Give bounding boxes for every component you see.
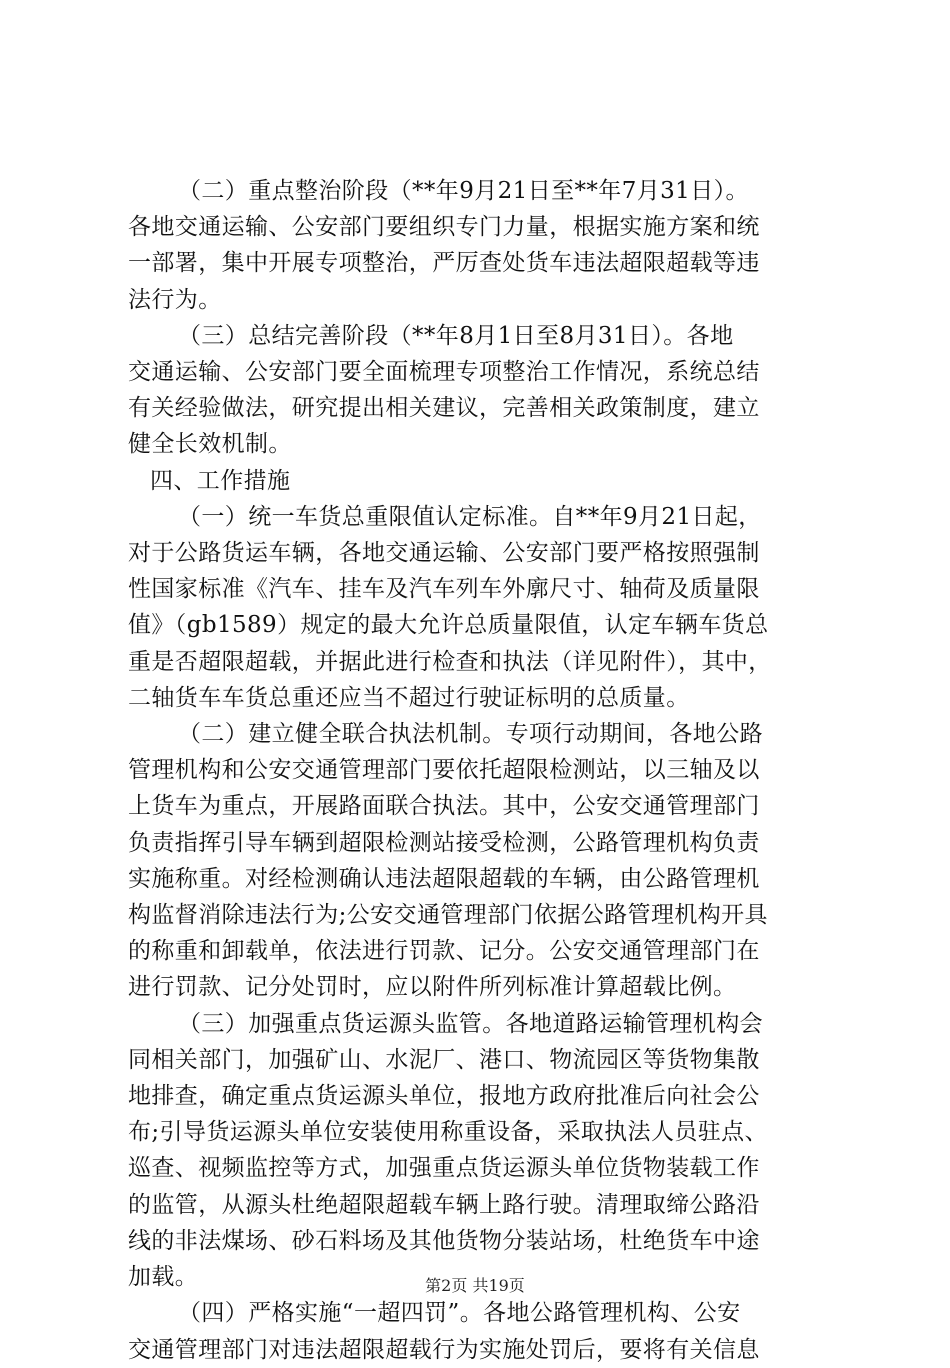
text-line: 加载。 [128,1264,199,1291]
text-line: （四）严格实施“一超四罚”。各地公路管理机构、公安 [178,1300,741,1327]
text-line: 巡查、视频监控等方式，加强重点货运源头单位货物装载工作 [128,1155,760,1182]
text-line: 进行罚款、记分处罚时，应以附件所列标准计算超载比例。 [128,974,737,1001]
text-line: 性国家标准《汽车、挂车及汽车列车外廓尺寸、轴荷及质量限 [128,576,760,603]
text-line: 布;引导货运源头单位安装使用称重设备，采取执法人员驻点、 [128,1119,768,1146]
text-line: 的称重和卸载单，依法进行罚款、记分。公安交通管理部门在 [128,938,760,965]
text-line: 二轴货车车货总重还应当不超过行驶证标明的总质量。 [128,684,690,711]
text-line: 有关经验做法，研究提出相关建议，完善相关政策制度，建立 [128,395,760,422]
text-line: 上货车为重点，开展路面联合执法。其中，公安交通管理部门 [128,793,760,820]
paragraph-measure-one [128,499,828,716]
section-heading-work-measures [128,463,828,499]
text-line: 交通运输、公安部门要全面梳理专项整治工作情况，系统总结 [128,359,760,386]
text-line: 实施称重。对经检测确认违法超限超载的车辆，由公路管理机 [128,865,760,892]
paragraph-stage-three [128,318,828,463]
document-body [128,173,828,1368]
text-line: （一）统一车货总重限值认定标准。自**年9月21日起， [178,503,762,530]
text-line: （三）总结完善阶段（**年8月1日至8月31日）。各地 [178,322,734,349]
text-line: 同相关部门，加强矿山、水泥厂、港口、物流园区等货物集散 [128,1046,760,1073]
text-line: 值》（gb1589）规定的最大允许总质量限值，认定车辆车货总 [128,612,769,639]
text-line: （二）建立健全联合执法机制。专项行动期间，各地公路 [178,721,763,748]
text-line: 线的非法煤场、砂石料场及其他货物分装站场，杜绝货车中途 [128,1227,760,1254]
text-line: 管理机构和公安交通管理部门要依托超限检测站，以三轴及以 [128,757,760,784]
text-line: 一部署，集中开展专项整治，严厉查处货车违法超限超载等违 [128,250,760,277]
text-line: 交通管理部门对违法超限超载行为实施处罚后，要将有关信息 [128,1336,760,1363]
paragraph-measure-four [128,1295,828,1367]
text-line: 健全长效机制。 [128,431,292,458]
text-line: 的监管，从源头杜绝超限超载车辆上路行驶。清理取缔公路沿 [128,1191,760,1218]
text-line: 负责指挥引导车辆到超限检测站接受检测，公路管理机构负责 [128,829,760,856]
text-line: 法行为。 [128,286,222,313]
text-line: （二）重点整治阶段（**年9月21日至**年7月31日）。 [178,178,749,204]
text-line: 各地交通运输、公安部门要组织专门力量，根据实施方案和统 [128,214,760,241]
text-line: 地排查，确定重点货运源头单位，报地方政府批准后向社会公 [128,1083,760,1110]
section-heading: 四、工作措施 [150,467,291,494]
text-line: 重是否超限超载，并据此进行检查和执法（详见附件），其中， [128,648,772,675]
paragraph-measure-two [128,716,828,1006]
text-line: 构监督消除违法行为;公安交通管理部门依据公路管理机构开具 [128,902,768,929]
paragraph-stage-two [128,173,828,318]
paragraph-measure-three [128,1006,828,1296]
text-line: （三）加强重点货运源头监管。各地道路运输管理机构会 [178,1010,763,1037]
page-footer: 第2页 共19页 [425,1276,525,1295]
text-line: 对于公路货运车辆，各地交通运输、公安部门要严格按照强制 [128,540,760,567]
